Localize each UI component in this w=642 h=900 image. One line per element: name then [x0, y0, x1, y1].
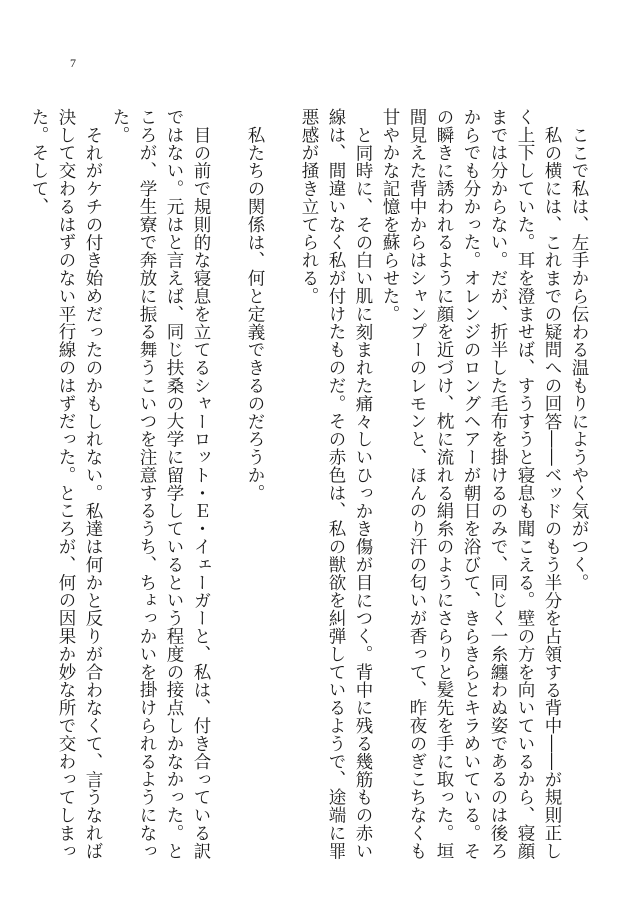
blank-line: [268, 108, 295, 868]
vertical-text-body: [29, 108, 592, 868]
paragraph-6: それがケチの付き始めだったのかもしれない。私達は何かと反りが合わなくて、言うなれば決して交わるはずのない平行線のはずだった。ところが、何の因果か妙な所で交わってしまった。そして、: [29, 108, 103, 860]
paragraph-5: 目の前で規則的な寝息を立てるシャーロット・Ｅ・イェーガーと、私は、付き合っている訳ではない。元はと言えば、同じ扶桑の大学に留学しているという程度の接点しかなかった。ところが、学生寮で奔放に振る舞うこいつを注意するうち、ちょっかいを掛けられるようになった。: [110, 108, 211, 860]
paragraph-1: ここで私は、左手から伝わる温もりにようやく気がつく。: [569, 125, 589, 591]
paragraph-2: 私の横には、これまでの疑問への回答――ベッドのもう半分を占領する背中――が規則正しく上下していた。耳を澄ませば、すうすうと寝息も聞こえる。壁の方を向いているから、寝顔までは分からない。だが、折半した毛布を掛けるのみで、同じく一糸纏わぬ姿であるのは後ろからでも分かった。オレンジのロングヘアーが朝日を浴びて、きらきらとキラめいている。その瞬きに誘われるように顔を近づけ、枕に流れる絹糸のようにさらりと髪先を手に取った。垣間見えた背中からはシャンプーのレモンと、ほんのり汗の匂いが香って、昨夜のぎこちなくも甘やかな記憶を蘇らせた。: [380, 108, 562, 860]
paragraph-3: と同時に、その白い肌に刻まれた痛々しいひっかき傷が目につく。背中に残る幾筋もの赤い線は、間違いなく私が付けたものだ。その赤色は、私の獣欲を糾弾しているようで、途端に罪悪感が掻き立てられる。: [299, 108, 373, 860]
page-number: 7: [70, 56, 76, 70]
blank-line: [214, 108, 241, 868]
paragraph-4: 私たちの関係は、何と定義できるのだろうか。: [245, 125, 265, 502]
